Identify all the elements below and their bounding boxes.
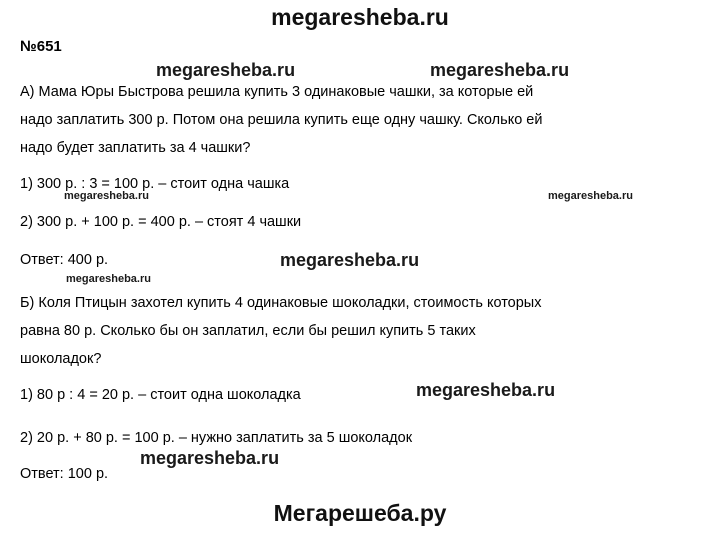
task-text-line: надо будет заплатить за 4 чашки? bbox=[20, 140, 251, 156]
solution-step-line: 1) 80 р : 4 = 20 р. – стоит одна шоколадка bbox=[20, 387, 301, 403]
watermark: megaresheba.ru bbox=[280, 250, 420, 270]
watermark: megaresheba.ru bbox=[64, 190, 149, 202]
watermark: megaresheba.ru bbox=[430, 60, 570, 80]
solution-step-line: 2) 300 р. + 100 р. = 400 р. – стоят 4 чашки bbox=[20, 214, 302, 230]
header-watermark-title: megaresheba.ru bbox=[271, 4, 449, 30]
footer-watermark-title: Мегарешеба.ру bbox=[273, 500, 447, 526]
solution-step-line: 2) 20 р. + 80 р. = 100 р. – нужно заплатить за 5 шоколадок bbox=[20, 430, 413, 446]
watermark: megaresheba.ru bbox=[156, 60, 296, 80]
task-text-line: шоколадок? bbox=[20, 351, 102, 367]
watermark: megaresheba.ru bbox=[416, 380, 556, 400]
answer-line: Ответ: 400 р. bbox=[20, 252, 109, 268]
watermark: megaresheba.ru bbox=[66, 273, 151, 285]
solution-step-line: 1) 300 р. : 3 = 100 р. – стоит одна чашка bbox=[20, 176, 290, 192]
task-number: №651 bbox=[20, 38, 62, 55]
task-text-line: Б) Коля Птицын захотел купить 4 одинаковые шоколадки, стоимость которых bbox=[20, 295, 542, 311]
answer-line: Ответ: 100 р. bbox=[20, 466, 109, 482]
task-text-line: равна 80 р. Сколько бы он заплатил, если бы решил купить 5 таких bbox=[20, 323, 476, 339]
watermark: megaresheba.ru bbox=[548, 190, 633, 202]
task-text-line: надо заплатить 300 р. Потом она решила купить еще одну чашку. Сколько ей bbox=[20, 112, 543, 128]
task-text-line: А) Мама Юры Быстрова решила купить 3 одинаковые чашки, за которые ей bbox=[20, 84, 534, 100]
watermark: megaresheba.ru bbox=[140, 448, 280, 468]
